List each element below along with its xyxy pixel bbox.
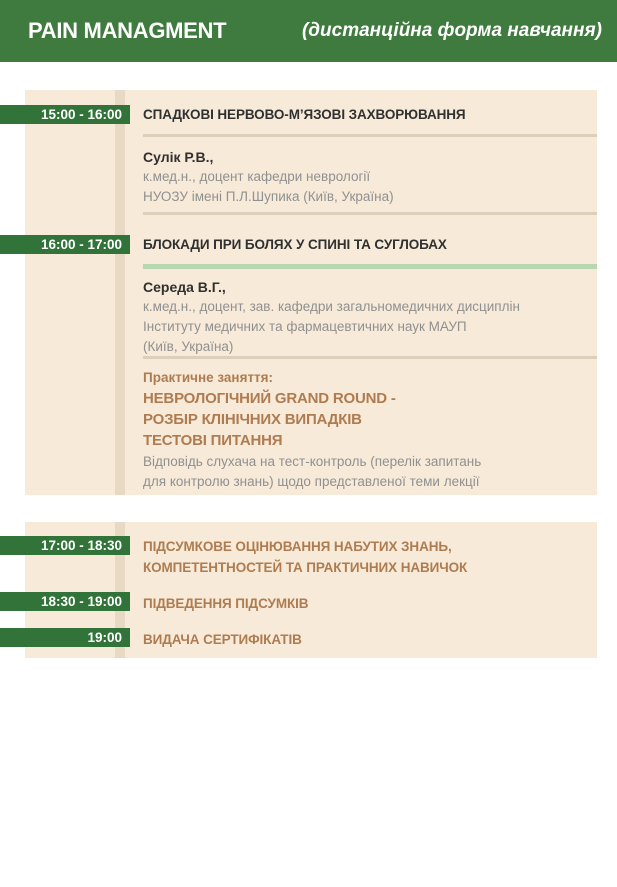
practical-title-line: РОЗБІР КЛІНІЧНИХ ВИПАДКІВ [143,411,362,428]
closing-item-title: ПІДВЕДЕННЯ ПІДСУМКІВ [143,596,309,611]
speaker-detail: НУОЗУ імені П.Л.Шупика (Київ, Україна) [143,189,394,204]
session-title: СПАДКОВІ НЕРВОВО-М’ЯЗОВІ ЗАХВОРЮВАННЯ [143,107,466,122]
closing-item-title: ВИДАЧА СЕРТИФІКАТІВ [143,632,302,647]
section-divider [143,356,597,359]
practical-title-line: ТЕСТОВІ ПИТАННЯ [143,432,283,449]
speaker-detail: (Київ, Україна) [143,339,234,354]
time-badge: 17:00 - 18:30 [0,536,130,555]
practical-label: Практичне заняття: [143,370,274,385]
course-title: PAIN MANAGMENT [28,18,227,43]
practical-note: Відповідь слухача на тест-контроль (перелік запитань [143,454,482,469]
time-badge: 16:00 - 17:00 [0,235,130,254]
section-divider [143,134,597,137]
header-bar [0,0,617,62]
speaker-name: Сулік Р.В., [143,149,214,165]
green-divider [143,264,597,269]
speaker-detail: Інституту медичних та фармацевтичних наук МАУП [143,319,467,334]
speaker-detail: к.мед.н., доцент, зав. кафедри загальномедичних дисциплін [143,299,520,314]
speaker-detail: к.мед.н., доцент кафедри неврології [143,169,371,184]
practical-title-line: НЕВРОЛОГІЧНИЙ GRAND ROUND - [143,390,396,407]
schedule-panel-main [25,90,597,495]
timeline-stripe [115,90,125,495]
course-format-note: (дистанційна форма навчання) [301,20,602,41]
time-badge: 18:30 - 19:00 [0,592,130,611]
closing-item-title: КОМПЕТЕНТНОСТЕЙ ТА ПРАКТИЧНИХ НАВИЧОК [143,560,468,575]
practical-note: для контролю знань) щодо представленої теми лекції [143,474,480,489]
time-badge: 19:00 [0,628,130,647]
speaker-name: Середа В.Г., [143,279,226,295]
time-badge: 15:00 - 16:00 [0,105,130,124]
session-title: БЛОКАДИ ПРИ БОЛЯХ У СПИНІ ТА СУГЛОБАХ [143,237,447,252]
closing-item-title: ПІДСУМКОВЕ ОЦІНЮВАННЯ НАБУТИХ ЗНАНЬ, [143,539,452,554]
section-divider [143,212,597,215]
